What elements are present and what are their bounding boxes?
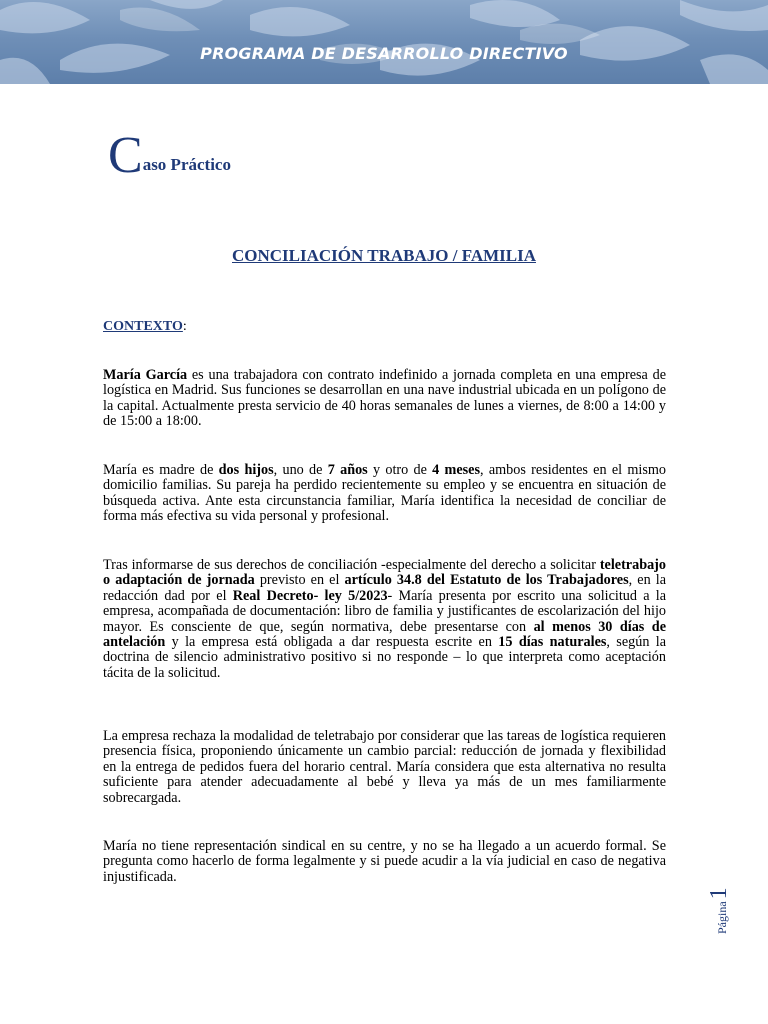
text-run: , en la redacción dad por el [103, 572, 667, 604]
paragraph-5 [103, 839, 666, 885]
text-run: , ambos residentes en el mismo domicilio familias. Su pareja ha perdido recientemente su empleo y se encuentra en situación de búsqueda activa. Ante esta circunstancia familiar, María identifica la necesidad de conciliar de forma más efectiva su vida personal y profesional. [103, 462, 666, 525]
text-run: La empresa rechaza la modalidad de teletrabajo por considerar que las tareas de logística requieren presencia física, proponiendo únicamente un cambio parcial: reducción de jornada y flexibilidad en la entrega de pedidos fuera del horario central. María considera que esta alternativa no resulta suficiente para atender adecuadamente al bebé y lleva ya más de un mes familiarmente sobrecargada. [103, 728, 666, 806]
case-heading [108, 127, 231, 184]
bold-text: María García [103, 367, 188, 383]
case-initial: C [108, 127, 143, 184]
bold-text: Real Decreto- ley 5/2023 [232, 587, 388, 604]
main-title: CONCILIACIÓN TRABAJO / FAMILIA [232, 246, 536, 265]
bold-text: teletrabajo o adaptación de jornada [103, 557, 666, 589]
page-word: Página [715, 901, 729, 934]
bold-text: al menos 30 días de antelación [103, 618, 666, 651]
text-run: previsto en el [254, 572, 345, 589]
text-run: y otro de [367, 462, 433, 478]
paragraph-1 [103, 368, 666, 430]
section-label-text: CONTEXTO [103, 319, 183, 334]
text-run: , uno de [273, 462, 328, 478]
text-run: María no tiene representación sindical en su centre, y no se ha llegado a un acuerdo formal. Se pregunta como hacerlo de forma legalmente y si puede acudir a la vía judicial en caso de negativa injustificada. [103, 838, 666, 885]
paragraph-4 [103, 729, 666, 806]
paragraph-2 [103, 463, 666, 525]
section-label-colon: : [182, 319, 187, 334]
page-number [706, 878, 736, 934]
text-run: y la empresa está obligada a dar respuesta escrite en [165, 634, 499, 651]
bold-text: 4 meses [432, 462, 481, 478]
header-title: PROGRAMA DE DESARROLLO DIRECTIVO [200, 44, 568, 63]
text-run: María es madre de [103, 462, 219, 478]
header-banner [0, 0, 768, 84]
text-run: - María presenta por escrito una solicitud a la empresa, acompañada de documentación: libro de familia y justificantes de escolarización del hijo mayor. Es consciente de que, según normativa, debe presentarse con [103, 587, 666, 635]
leaf-pattern [0, 0, 768, 84]
bold-text: 15 días naturales [498, 634, 607, 651]
page-digit: 1 [706, 887, 732, 900]
bold-text: dos hijos [218, 462, 274, 478]
text-run: Tras informarse de sus derechos de conciliación -especialmente del derecho a solicitar [103, 557, 600, 573]
paragraph-3 [103, 558, 666, 681]
text-run: es una trabajadora con contrato indefinido a jornada completa en una empresa de logística en Madrid. Sus funciones se desarrollan en una nave industrial ubicada en un polígono de la capital. Actualmente presta servicio de 40 horas semanales de lunes a viernes, de 8:00 a 14:00 y de 15:00 a 18:00. [103, 367, 666, 430]
section-label [103, 319, 187, 335]
case-heading-rest: aso Práctico [142, 155, 231, 174]
text-run: , según la doctrina de silencio administrativo positivo si no responde – lo que interpreta como aceptación tácita de la solicitud. [103, 634, 667, 681]
bold-text: artículo 34.8 del Estatuto de los Trabajadores [344, 572, 629, 589]
bold-text: 7 años [327, 462, 368, 478]
